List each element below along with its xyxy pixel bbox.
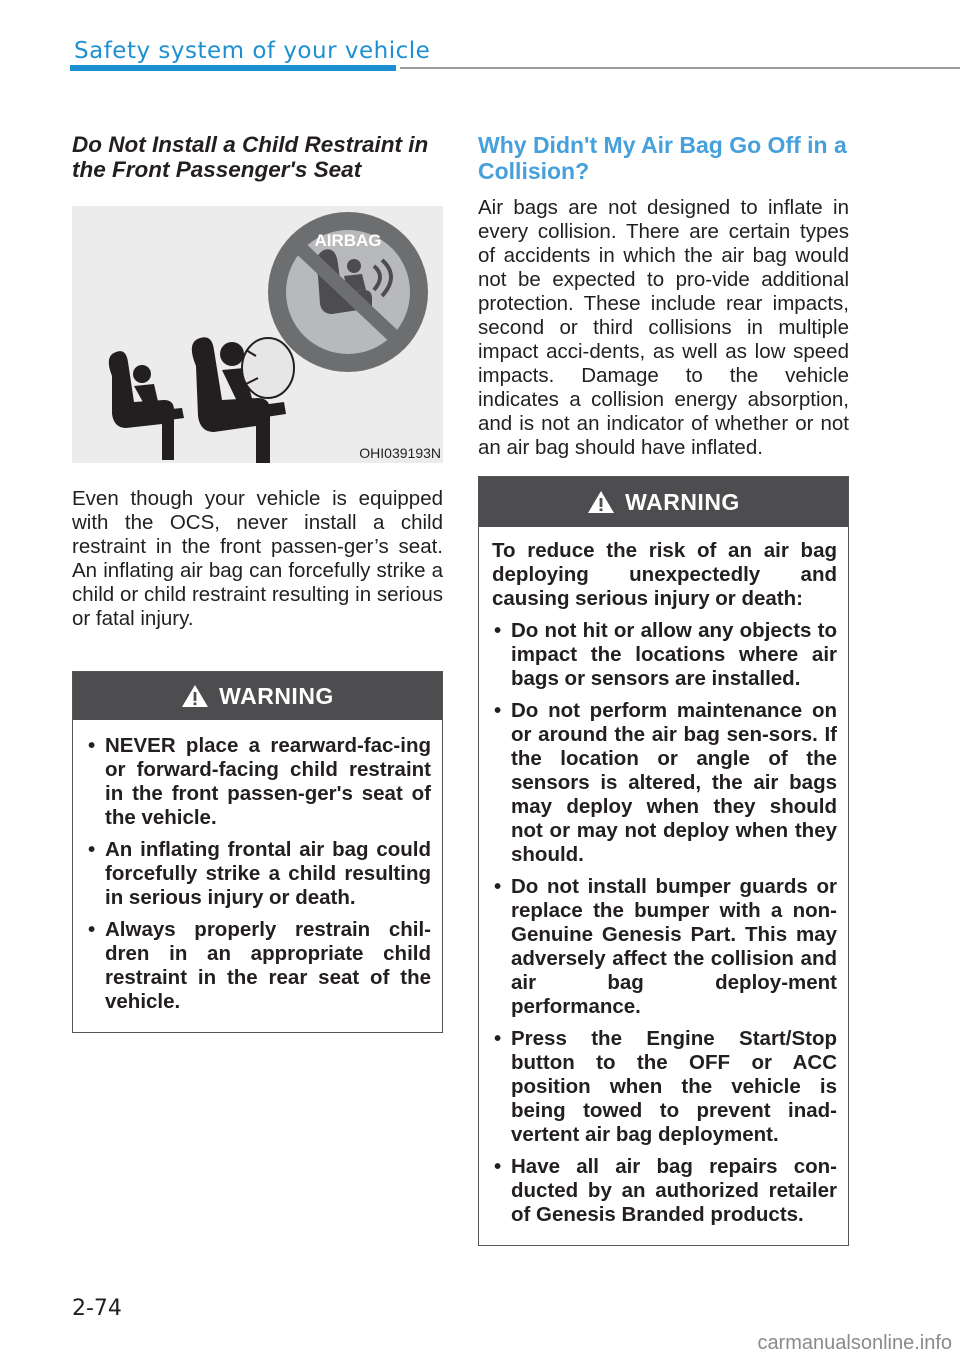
list-item: • Press the Engine Start/Stop button to the OFF or ACC position when the vehicle is being towed to prevent inad-vertent air bag deployment. <box>492 1027 837 1147</box>
header-rule <box>400 67 960 69</box>
left-paragraph: Even though your vehicle is equipped with the OCS, never install a child restraint in the front passen-ger’s seat. An inflating air bag can forcefully strike a child or child restraint resulting in serious or fatal injury. <box>72 487 443 630</box>
warning-triangle-icon <box>587 490 615 514</box>
left-warning-box <box>72 671 443 1033</box>
list-item: • Do not install bumper guards or replace the bumper with a non-Genuine Genesis Part. This may adversely affect the collision and air bag deploy-ment performance. <box>492 875 837 1019</box>
left-subhead: Do Not Install a Child Restraint in the Front Passenger's Seat <box>72 132 429 182</box>
airbag-seat-illustration <box>72 206 443 463</box>
list-item: • NEVER place a rearward-fac-ing or forward-facing child restraint in the front passen-ger's seat of the vehicle. <box>86 734 431 830</box>
list-item: • Have all air bag repairs con-ducted by an authorized retailer of Genesis Branded products. <box>492 1155 837 1227</box>
page-header <box>70 38 960 78</box>
watermark: carmanualsonline.info <box>757 1332 952 1354</box>
right-warning-header <box>479 477 848 527</box>
no-child-seat-icon <box>268 212 428 372</box>
list-item: • Do not hit or allow any objects to impact the locations where air bags or sensors are installed. <box>492 619 837 691</box>
left-warning-label: WARNING <box>219 682 334 709</box>
airbag-badge-text: AIRBAG <box>314 231 382 250</box>
airbag-shape <box>242 338 294 398</box>
right-warning-box <box>478 476 849 1246</box>
right-warning-list <box>492 619 837 1227</box>
warning-triangle-icon <box>181 684 209 708</box>
list-item: • Do not perform maintenance on or around the air bag sen-sors. If the location or angle of the sensors is altered, the air bags may deploy when they should not or may not deploy when they should. <box>492 699 837 867</box>
header-section-title: Safety system of your vehicle <box>74 38 431 64</box>
left-warning-header <box>73 672 442 720</box>
header-accent-bar <box>70 65 396 71</box>
left-warning-list <box>86 734 431 1014</box>
child-restraint-figure <box>72 206 443 463</box>
list-item: • An inflating frontal air bag could forcefully strike a child resulting in serious injury or death. <box>86 838 431 910</box>
list-item: • Always properly restrain chil-dren in an appropriate child restraint in the rear seat of the vehicle. <box>86 918 431 1014</box>
figure-code: OHI039193N <box>359 445 441 461</box>
right-column <box>478 132 849 1246</box>
right-section-title: Why Didn't My Air Bag Go Off in a Collision? <box>478 132 847 184</box>
right-warning-intro: To reduce the risk of an air bag deploying unexpectedly and causing serious injury or death: <box>492 539 837 610</box>
left-warning-body <box>73 720 442 1032</box>
right-warning-label: WARNING <box>625 488 740 515</box>
rear-seat-shape <box>109 351 184 460</box>
left-column <box>72 132 443 1033</box>
right-warning-body <box>479 527 848 1245</box>
right-paragraph: Air bags are not designed to inflate in every collision. There are certain types of accidents in which the air bag would not be expected to pro-vide additional protection. These include rear impacts, second or third collisions in multiple impact acci-dents, as well as low speed impacts. Damage to the vehicle indicates a collision energy absorption, and is not an indicator of whether or not an air bag should have inflated. <box>478 196 849 459</box>
page-number: 2-74 <box>72 1296 122 1321</box>
